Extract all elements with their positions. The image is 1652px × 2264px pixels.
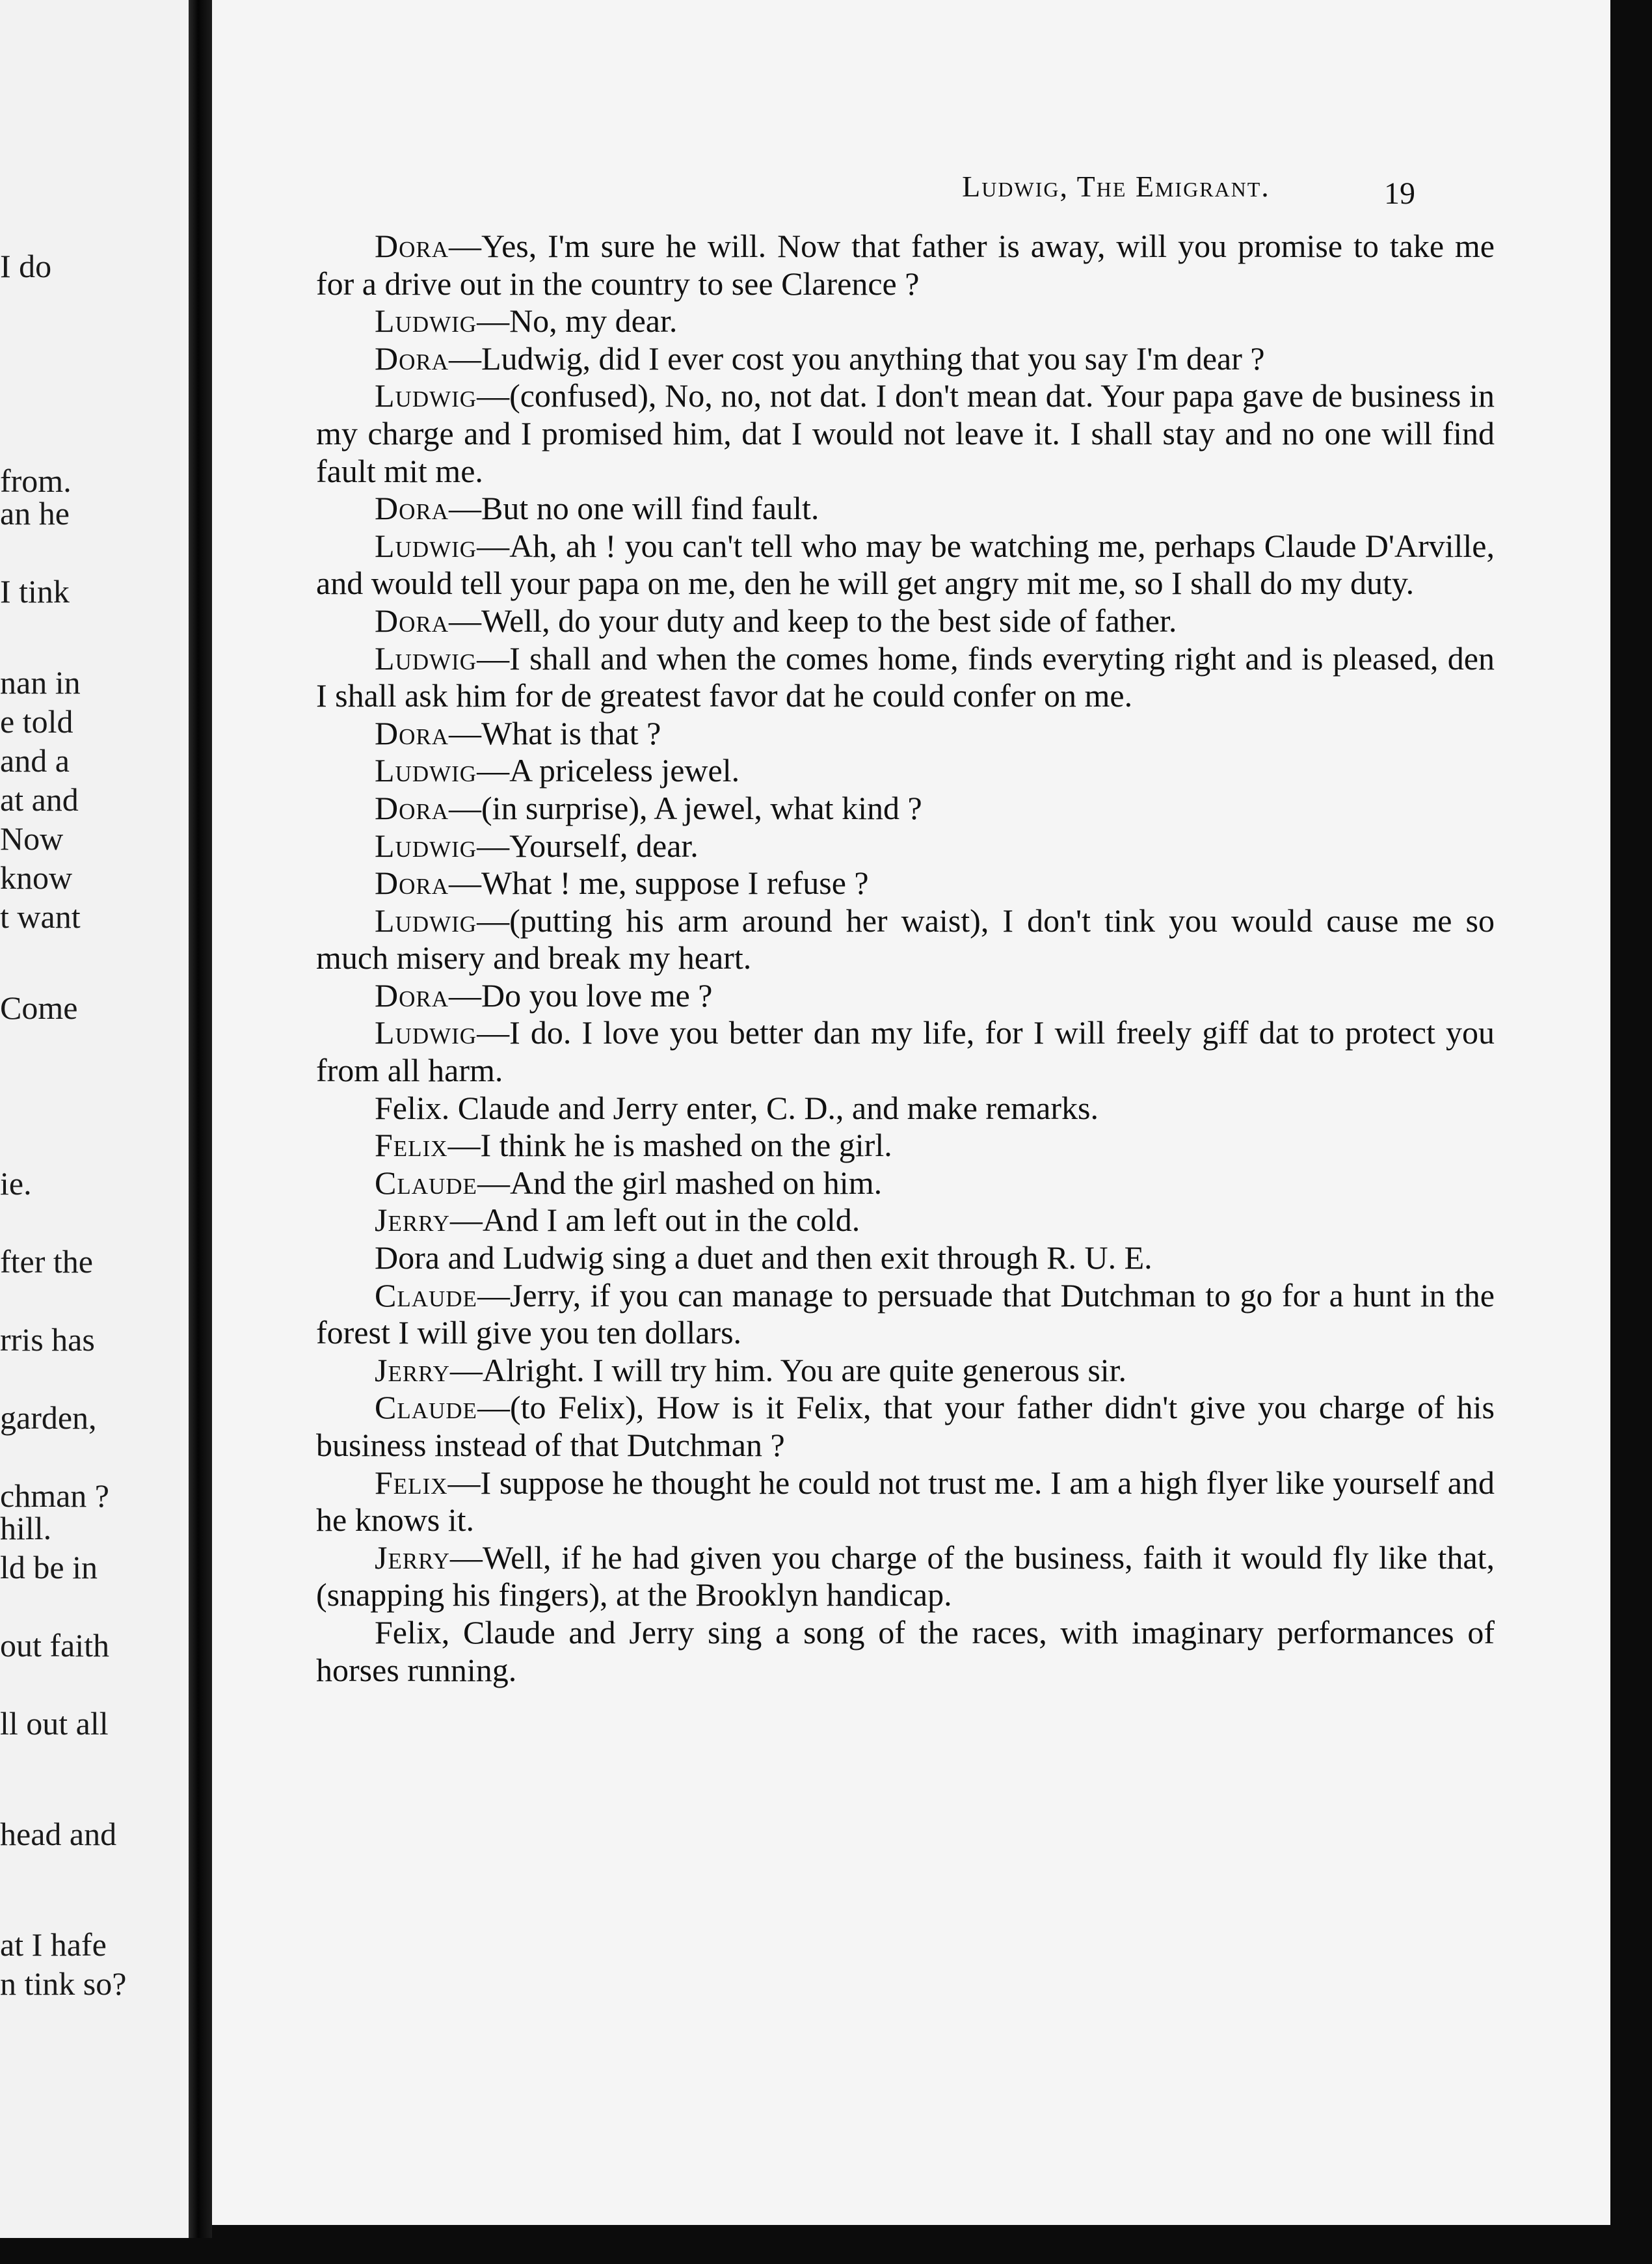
speaker-name: Jerry bbox=[375, 1539, 450, 1576]
left-page-fragment: hill. bbox=[0, 1510, 52, 1546]
left-page-fragment: at and bbox=[0, 781, 79, 818]
dialogue-paragraph bbox=[316, 1464, 1495, 1539]
dialogue-paragraph bbox=[316, 228, 1495, 303]
dialogue-text: —Alright. I will try him. You are quite generous sir. bbox=[449, 1351, 1127, 1388]
speaker-name: Ludwig bbox=[375, 377, 477, 414]
dialogue-text: —Jerry, if you can manage to persuade that Dutchman to go for a hunt in the forest I will give you ten dollars. bbox=[316, 1276, 1495, 1351]
speaker-name: Felix bbox=[375, 1127, 448, 1164]
dialogue-paragraph bbox=[316, 790, 1495, 828]
left-page-margin bbox=[0, 0, 189, 2238]
speaker-name: Dora bbox=[375, 714, 449, 751]
dialogue-text: —I think he is mashed on the girl. bbox=[447, 1127, 892, 1164]
dialogue-paragraph bbox=[316, 1165, 1495, 1202]
left-page-fragment: garden, bbox=[0, 1399, 97, 1436]
dialogue-paragraph bbox=[316, 340, 1495, 378]
speaker-name: Ludwig bbox=[375, 752, 477, 789]
dialogue-text: Felix. Claude and Jerry enter, C. D., and make remarks. bbox=[375, 1089, 1099, 1126]
dialogue-paragraph bbox=[316, 490, 1495, 528]
left-page-fragment: at I hafe bbox=[0, 1926, 107, 1963]
speaker-name: Ludwig bbox=[375, 1014, 477, 1051]
left-page-fragment: t want bbox=[0, 898, 81, 935]
dialogue-text: —I do. I love you better dan my life, for I will freely giff dat to protect you from all harm. bbox=[316, 1014, 1495, 1089]
left-page-fragment: I do bbox=[0, 248, 52, 284]
dialogue-text: —Well, if he had given you charge of the business, faith it would fly like that, (snapping his fingers), at the Brooklyn handicap. bbox=[316, 1539, 1495, 1613]
speaker-name: Ludwig bbox=[375, 303, 477, 340]
dialogue-paragraph bbox=[316, 828, 1495, 865]
dialogue-paragraph bbox=[316, 977, 1495, 1015]
dialogue-paragraph bbox=[316, 602, 1495, 640]
dialogue-text: —Ludwig, did I ever cost you anything that you say I'm dear ? bbox=[449, 340, 1265, 377]
dialogue-paragraph bbox=[316, 528, 1495, 602]
left-page-fragment: out faith bbox=[0, 1627, 110, 1664]
dialogue-text: —(in surprise), A jewel, what kind ? bbox=[449, 789, 922, 826]
dialogue-text: —(to Felix), How is it Felix, that your father didn't give you charge of his business instead of that Dutchman ? bbox=[316, 1389, 1495, 1463]
dialogue-paragraph bbox=[316, 377, 1495, 490]
speaker-name: Dora bbox=[375, 490, 449, 527]
left-page-fragment: Come bbox=[0, 990, 78, 1026]
speaker-name: Felix bbox=[375, 1464, 448, 1501]
dialogue-text: —Well, do your duty and keep to the best side of father. bbox=[449, 602, 1177, 639]
dialogue-text: —And the girl mashed on him. bbox=[477, 1164, 883, 1201]
dialogue-paragraph bbox=[316, 1389, 1495, 1464]
scan-edge bbox=[1610, 0, 1652, 2264]
speaker-name: Dora bbox=[375, 602, 449, 639]
speaker-name: Jerry bbox=[375, 1202, 450, 1239]
running-header: Ludwig, The Emigrant. bbox=[962, 170, 1270, 203]
speaker-name: Ludwig bbox=[375, 827, 477, 864]
dialogue-paragraph bbox=[316, 715, 1495, 753]
left-page-fragment: n tink so? bbox=[0, 1965, 127, 2002]
speaker-name: Ludwig bbox=[375, 902, 477, 939]
dialogue-paragraph bbox=[316, 752, 1495, 790]
left-page-fragment: rris has bbox=[0, 1321, 95, 1358]
dialogue-paragraph bbox=[316, 303, 1495, 340]
left-page-fragment: know bbox=[0, 859, 73, 896]
dialogue-text: Dora and Ludwig sing a duet and then exit through R. U. E. bbox=[375, 1239, 1152, 1276]
dialogue-text: —Ah, ah ! you can't tell who may be watching me, perhaps Claude D'Arville, and would tell your papa on me, den he will get angry mit me, so I shall do my duty. bbox=[316, 527, 1495, 602]
book-gutter bbox=[189, 0, 212, 2238]
speaker-name: Dora bbox=[375, 228, 449, 264]
left-page-fragment: ll out all bbox=[0, 1705, 109, 1742]
dialogue-text: —I shall and when the comes home, finds everyting right and is pleased, den I shall ask him for de greatest favor dat he could confer on me. bbox=[316, 640, 1495, 714]
speaker-name: Dora bbox=[375, 977, 449, 1014]
dialogue-text: —No, my dear. bbox=[477, 303, 678, 340]
left-page-fragment: chman ? bbox=[0, 1477, 109, 1514]
dialogue-text: —But no one will find fault. bbox=[449, 490, 819, 527]
left-page-fragment: ld be in bbox=[0, 1549, 98, 1585]
speaker-name: Dora bbox=[375, 865, 449, 902]
dialogue-text: —Do you love me ? bbox=[449, 977, 713, 1014]
speaker-name: Ludwig bbox=[375, 640, 477, 677]
dialogue-text: —(confused), No, no, not dat. I don't mean dat. Your papa gave de business in my charge and I promised him, dat I would not leave it. I shall stay and no one will find fault mit me. bbox=[316, 377, 1495, 489]
play-text bbox=[316, 228, 1495, 1689]
dialogue-paragraph bbox=[316, 1352, 1495, 1390]
dialogue-text: —And I am left out in the cold. bbox=[449, 1202, 860, 1239]
dialogue-text: —Yourself, dear. bbox=[477, 827, 699, 864]
speaker-name: Dora bbox=[375, 789, 449, 826]
right-page bbox=[212, 0, 1610, 2225]
dialogue-text: —What ! me, suppose I refuse ? bbox=[449, 865, 869, 902]
left-page-fragment: head and bbox=[0, 1816, 117, 1852]
dialogue-text: —A priceless jewel. bbox=[477, 752, 740, 789]
left-page-fragment: fter the bbox=[0, 1243, 93, 1280]
dialogue-paragraph bbox=[316, 1277, 1495, 1352]
left-page-fragment: ie. bbox=[0, 1165, 32, 1202]
left-page-fragment: from. bbox=[0, 463, 72, 499]
dialogue-paragraph bbox=[316, 1014, 1495, 1089]
dialogue-text: —(putting his arm around her waist), I don't tink you would cause me so much misery and break my heart. bbox=[316, 902, 1495, 977]
dialogue-paragraph bbox=[316, 640, 1495, 715]
dialogue-paragraph bbox=[316, 1539, 1495, 1614]
speaker-name: Claude bbox=[375, 1389, 477, 1426]
left-page-fragment: e told bbox=[0, 703, 73, 740]
speaker-name: Dora bbox=[375, 340, 449, 377]
dialogue-paragraph bbox=[316, 1202, 1495, 1239]
dialogue-paragraph bbox=[316, 865, 1495, 902]
speaker-name: Claude bbox=[375, 1276, 477, 1314]
left-page-fragment: nan in bbox=[0, 664, 81, 701]
dialogue-text: —Yes, I'm sure he will. Now that father is away, will you promise to take me for a drive out in the country to see Clarence ? bbox=[316, 228, 1495, 302]
dialogue-paragraph bbox=[316, 1090, 1495, 1127]
dialogue-text: —I suppose he thought he could not trust me. I am a high flyer like yourself and he knows it. bbox=[316, 1464, 1495, 1539]
dialogue-paragraph bbox=[316, 1614, 1495, 1689]
dialogue-text: —What is that ? bbox=[449, 714, 661, 751]
dialogue-text: Felix, Claude and Jerry sing a song of the races, with imaginary performances of horses running. bbox=[316, 1613, 1495, 1688]
dialogue-paragraph bbox=[316, 1127, 1495, 1165]
speaker-name: Claude bbox=[375, 1164, 477, 1201]
speaker-name: Jerry bbox=[375, 1351, 450, 1388]
left-page-fragment: and a bbox=[0, 742, 70, 779]
speaker-name: Ludwig bbox=[375, 527, 477, 564]
dialogue-paragraph bbox=[316, 1239, 1495, 1277]
page-number: 19 bbox=[1384, 176, 1415, 211]
dialogue-paragraph bbox=[316, 902, 1495, 977]
left-page-fragment: Now bbox=[0, 820, 64, 857]
left-page-fragment: I tink bbox=[0, 573, 70, 610]
left-page-fragment: an he bbox=[0, 495, 70, 532]
